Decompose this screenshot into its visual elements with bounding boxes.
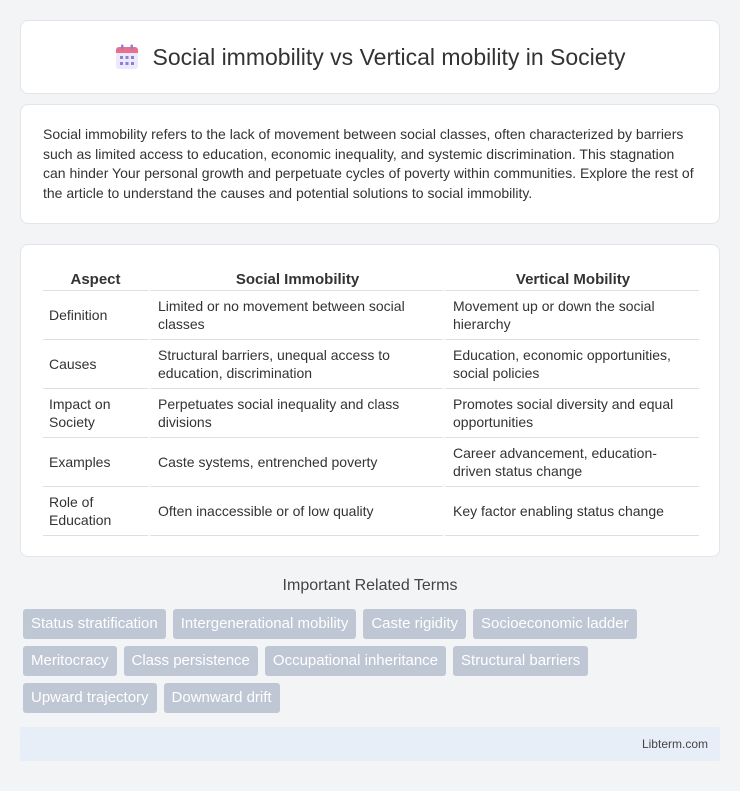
comparison-table — [43, 263, 699, 536]
intro-card — [20, 104, 720, 224]
footer-site-link[interactable]: Libterm.com — [641, 737, 708, 751]
related-term-tag[interactable]: Upward trajectory — [23, 683, 157, 713]
related-terms-title: Important Related Terms — [282, 577, 458, 594]
document-icon — [115, 44, 139, 70]
table-row — [43, 487, 699, 536]
title-card — [20, 20, 720, 94]
related-term-tag[interactable]: Intergenerational mobility — [173, 609, 357, 639]
row-vertical-mobility: Movement up or down the social hierarchy — [443, 291, 699, 340]
footer — [20, 727, 720, 761]
table-row — [43, 291, 699, 340]
row-aspect: Impact on Society — [43, 389, 148, 438]
row-social-immobility: Structural barriers, unequal access to education, discrimination — [148, 340, 443, 389]
header-social-immobility: Social Immobility — [148, 263, 443, 291]
row-social-immobility: Caste systems, entrenched poverty — [148, 438, 443, 487]
table-row — [43, 340, 699, 389]
page-title: Social immobility vs Vertical mobility in Society — [152, 43, 626, 70]
row-aspect: Role of Education — [43, 487, 148, 536]
table-header-row — [43, 263, 699, 291]
row-vertical-mobility: Career advancement, education-driven status change — [443, 438, 699, 487]
related-term-tag[interactable]: Structural barriers — [453, 646, 588, 676]
row-aspect: Examples — [43, 438, 148, 487]
comparison-card — [20, 244, 720, 557]
row-aspect: Causes — [43, 340, 148, 389]
row-vertical-mobility: Promotes social diversity and equal opportunities — [443, 389, 699, 438]
title-wrap — [115, 44, 626, 71]
row-social-immobility: Perpetuates social inequality and class divisions — [148, 389, 443, 438]
intro-text: Social immobility refers to the lack of movement between social classes, often characterized by barriers such as limited access to education, economic inequality, and systemic discrimination. This stagnation can hinder Your personal growth and perpetuate cycles of poverty within communities. Explore the rest of the article to understand the causes and potential solutions to social immobility. — [43, 126, 694, 201]
row-social-immobility: Limited or no movement between social classes — [148, 291, 443, 340]
related-term-tag[interactable]: Meritocracy — [23, 646, 117, 676]
related-term-tag[interactable]: Socioeconomic ladder — [473, 609, 637, 639]
row-social-immobility: Often inaccessible or of low quality — [148, 487, 443, 536]
header-vertical-mobility: Vertical Mobility — [443, 263, 699, 291]
header-aspect: Aspect — [43, 263, 148, 291]
table-row — [43, 389, 699, 438]
row-aspect: Definition — [43, 291, 148, 340]
row-vertical-mobility: Education, economic opportunities, social policies — [443, 340, 699, 389]
related-terms-list — [23, 609, 723, 713]
related-term-tag[interactable]: Class persistence — [124, 646, 258, 676]
table-row — [43, 438, 699, 487]
related-term-tag[interactable]: Status stratification — [23, 609, 166, 639]
related-term-tag[interactable]: Downward drift — [164, 683, 280, 713]
related-term-tag[interactable]: Caste rigidity — [363, 609, 466, 639]
row-vertical-mobility: Key factor enabling status change — [443, 487, 699, 536]
related-term-tag[interactable]: Occupational inheritance — [265, 646, 446, 676]
